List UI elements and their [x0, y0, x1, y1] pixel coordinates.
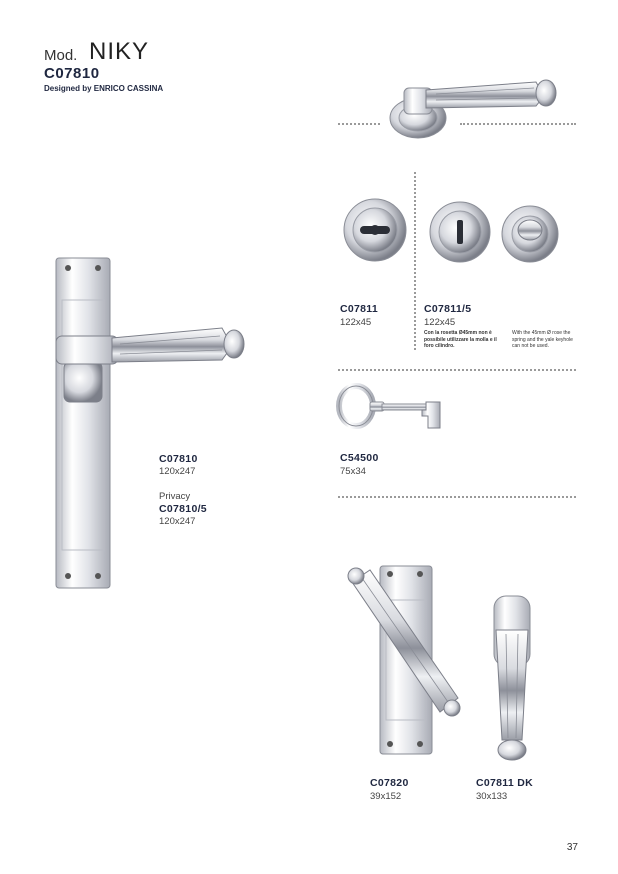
privacy-rose-dims: 122x45	[424, 317, 456, 328]
dk-handle-image	[482, 590, 542, 765]
key-rose-dims: 122x45	[340, 317, 372, 328]
key-dims: 75x34	[340, 466, 366, 477]
divider-dotted	[338, 123, 380, 125]
key-rose-code: C07811	[340, 303, 379, 315]
lever-on-rose-image	[376, 72, 576, 142]
main-product-code: C07810	[44, 65, 100, 82]
divider-dotted-vertical	[414, 172, 416, 350]
plate-privacy-code: C07810/5	[159, 503, 207, 515]
privacy-rose-image	[428, 200, 492, 264]
dk-handle-code: C07811 DK	[476, 777, 533, 789]
plate-lever-dims: 120x247	[159, 466, 196, 477]
divider-dotted	[338, 369, 576, 371]
key-image	[336, 382, 448, 434]
window-handle-image	[340, 560, 470, 760]
model-prefix: Mod.	[44, 47, 78, 64]
plate-privacy-label: Privacy	[159, 491, 191, 502]
divider-dotted	[338, 496, 576, 498]
privacy-rose-code: C07811/5	[424, 303, 472, 315]
key-code: C54500	[340, 452, 379, 464]
window-handle-code: C07820	[370, 777, 409, 789]
key-rose-image	[342, 197, 408, 263]
dk-handle-dims: 30x133	[476, 791, 508, 802]
privacy-turn-image	[500, 204, 560, 264]
privacy-rose-note-english: With the 45mm Ø rose the spring and the yale keyhole can not be used.	[512, 330, 573, 349]
plate-lever-code: C07810	[159, 453, 198, 465]
designer-credit: Designed by ENRICO CASSINA	[44, 84, 164, 93]
plate-privacy-dims: 120x247	[159, 516, 196, 527]
page-number: 37	[566, 842, 578, 853]
privacy-rose-note-italian: Con la rosetta Ø45mm non è possibile utilizzare la molla e il foro cilindro.	[424, 330, 497, 349]
window-handle-dims: 39x152	[370, 791, 402, 802]
divider-dotted	[460, 123, 576, 125]
model-name: NIKY	[89, 38, 150, 65]
plate-lever-image	[50, 250, 250, 600]
